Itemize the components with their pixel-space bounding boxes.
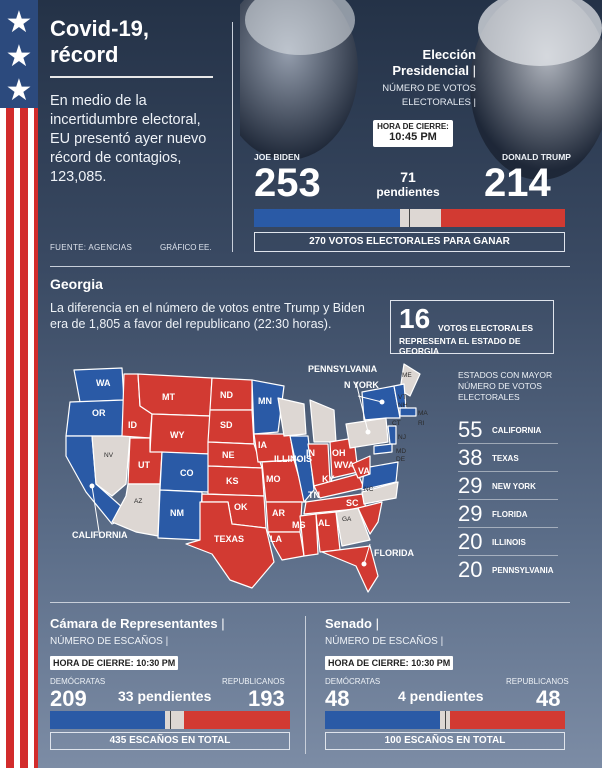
state-label: OK bbox=[234, 502, 248, 512]
star-icon: ★ bbox=[5, 39, 33, 74]
bar-democrats bbox=[254, 209, 400, 227]
state-fl bbox=[322, 546, 378, 592]
house-pending: 33 pendientes bbox=[118, 688, 212, 704]
state-label: WVA bbox=[334, 460, 355, 470]
state-label: ME bbox=[402, 372, 412, 379]
state-label: CT bbox=[392, 420, 401, 427]
list-item: 20 PENNSYLVANIA bbox=[458, 557, 554, 582]
us-map-svg bbox=[52, 356, 452, 596]
divider bbox=[50, 602, 570, 603]
senate-subtitle: NÚMERO DE ESCAÑOS | bbox=[325, 636, 444, 647]
house-subtitle: NÚMERO DE ESCAÑOS | bbox=[50, 636, 169, 647]
closing-time-value: 10:45 PM bbox=[389, 131, 437, 143]
star-icon: ★ bbox=[5, 73, 33, 108]
state-label: OR bbox=[92, 408, 106, 418]
state-label: NH bbox=[398, 402, 408, 409]
callout-california: CALIFORNIA bbox=[72, 530, 128, 540]
house-title: Cámara de Representantes | bbox=[50, 616, 225, 631]
state-label: AZ bbox=[134, 498, 143, 505]
callout-florida: FLORIDA bbox=[374, 548, 414, 558]
bar-democrats bbox=[50, 711, 165, 729]
state-label: MA bbox=[418, 410, 428, 417]
headline-line-2: récord bbox=[50, 42, 119, 67]
headline-line-1: Covid-19, bbox=[50, 16, 150, 41]
bar-republicans bbox=[450, 711, 565, 729]
state-label: MS bbox=[292, 520, 306, 530]
closing-time-box bbox=[373, 120, 453, 147]
georgia-text: La diferencia en el número de votos entre Trump y Biden era de 1,805 a favor del republicano (22:30 horas). bbox=[50, 301, 365, 331]
election-subtitle bbox=[356, 82, 476, 110]
senate-total: 100 ESCAÑOS EN TOTAL bbox=[325, 732, 565, 750]
house-seats-bar bbox=[50, 711, 290, 729]
state-label: GA bbox=[342, 516, 352, 523]
electoral-votes-bar bbox=[254, 209, 565, 227]
state-label: OH bbox=[332, 448, 346, 458]
house-rep-label: REPUBLICANOS bbox=[222, 677, 285, 686]
state-nj bbox=[388, 426, 396, 444]
election-sub-line-2: ELECTORALES | bbox=[401, 97, 476, 108]
star-icon: ★ bbox=[5, 5, 33, 40]
bar-democrats bbox=[325, 711, 440, 729]
credit-note: GRÁFICO EE. bbox=[160, 243, 212, 252]
callout-texas: TEXAS bbox=[214, 534, 245, 544]
lead-text: En medio de la incertidumbre electoral, EU presentó ayer nuevo récord de contagios, 123,085. bbox=[50, 93, 207, 185]
state-label: NM bbox=[170, 508, 184, 518]
headline bbox=[50, 16, 220, 68]
house-rep-seats: 193 bbox=[248, 686, 285, 711]
georgia-votes: 16 bbox=[399, 303, 431, 334]
state-label: NJ bbox=[398, 434, 406, 441]
flag-sidebar bbox=[0, 0, 38, 768]
senate-seats-bar bbox=[325, 711, 565, 729]
bar-pending bbox=[440, 711, 450, 729]
votes-to-win: 270 VOTOS ELECTORALES PARA GANAR bbox=[254, 232, 565, 252]
state-label: MO bbox=[266, 474, 281, 484]
georgia-votes-box bbox=[390, 300, 554, 354]
state-ne bbox=[208, 442, 262, 468]
state-label: WA bbox=[96, 378, 111, 388]
callout-new-york: N YORK bbox=[344, 380, 379, 390]
us-electoral-map bbox=[52, 356, 452, 596]
callout-dot bbox=[90, 484, 95, 489]
state-label: WY bbox=[170, 430, 185, 440]
bar-pending bbox=[400, 209, 441, 227]
state-label: SC bbox=[346, 498, 359, 508]
state-label: NC bbox=[364, 486, 374, 493]
house-closing-time: HORA DE CIERRE: 10:30 PM bbox=[50, 656, 178, 670]
state-or bbox=[66, 400, 124, 436]
state-label: VA bbox=[358, 466, 370, 476]
state-label: IA bbox=[258, 440, 267, 450]
majority-tick bbox=[170, 711, 171, 729]
callout-pennsylvania: PENNSYLVANIA bbox=[308, 364, 378, 374]
election-title-line-1: Elección bbox=[422, 47, 476, 62]
state-md bbox=[374, 444, 392, 454]
biden-name: JOE BIDEN bbox=[254, 152, 300, 162]
list-item: 29 NEW YORK bbox=[458, 472, 558, 500]
georgia-title: Georgia bbox=[50, 276, 103, 292]
trump-votes: 214 bbox=[484, 161, 551, 205]
divider bbox=[50, 266, 570, 267]
divider bbox=[305, 616, 306, 754]
georgia-votes-caption: REPRESENTA EL ESTADO DE GEORGIA bbox=[399, 336, 521, 356]
biden-face bbox=[240, 0, 358, 160]
state-label: NV bbox=[104, 452, 114, 459]
majority-tick bbox=[445, 711, 446, 729]
state-label: TN bbox=[308, 490, 320, 500]
state-label: NE bbox=[222, 450, 235, 460]
callout-dot bbox=[362, 562, 367, 567]
pending-votes-number: 71 bbox=[400, 169, 416, 185]
callout-dot bbox=[366, 430, 371, 435]
state-label: MT bbox=[162, 392, 175, 402]
closing-time-label: HORA DE CIERRE: bbox=[377, 122, 449, 131]
flag-canton bbox=[0, 0, 38, 108]
state-label: KY bbox=[322, 474, 335, 484]
bar-republicans bbox=[184, 711, 290, 729]
election-sub-line-1: NÚMERO DE VOTOS bbox=[382, 83, 476, 94]
election-title-line-2: Presidencial | bbox=[392, 63, 476, 78]
divider bbox=[232, 22, 233, 252]
house-dem-seats: 209 bbox=[50, 686, 87, 711]
bar-republicans bbox=[441, 209, 565, 227]
trump-name: DONALD TRUMP bbox=[502, 152, 571, 162]
bar-pending bbox=[165, 711, 183, 729]
majority-tick bbox=[409, 209, 410, 227]
state-label: SD bbox=[220, 420, 233, 430]
state-label: DE bbox=[396, 456, 406, 463]
state-label: CO bbox=[180, 468, 194, 478]
big-states-heading: ESTADOS CON MAYOR NÚMERO DE VOTOS ELECTORALES bbox=[458, 370, 553, 402]
list-item: 29 FLORIDA bbox=[458, 500, 558, 528]
callout-illinois: ILLINOIS bbox=[274, 454, 312, 464]
state-wi bbox=[278, 398, 306, 436]
house-total: 435 ESCAÑOS EN TOTAL bbox=[50, 732, 290, 750]
pending-votes-label: pendientes bbox=[376, 185, 440, 199]
state-az bbox=[112, 484, 160, 536]
senate-rep-seats: 48 bbox=[536, 686, 561, 711]
state-label: ND bbox=[220, 390, 233, 400]
list-item: 20 ILLINOIS bbox=[458, 528, 558, 556]
election-title bbox=[356, 47, 476, 79]
georgia-votes-label: VOTOS ELECTORALES bbox=[438, 323, 534, 333]
house-dem-label: DEMÓCRATAS bbox=[50, 677, 106, 686]
senate-pending: 4 pendientes bbox=[398, 688, 484, 704]
senate-dem-seats: 48 bbox=[325, 686, 350, 711]
state-label: IN bbox=[306, 448, 315, 458]
state-label: VT bbox=[398, 394, 407, 401]
list-item: 38 TEXAS bbox=[458, 444, 558, 472]
senate-rep-label: REPUBLICANOS bbox=[506, 677, 569, 686]
state-label: UT bbox=[138, 460, 150, 470]
state-mi bbox=[310, 400, 336, 442]
senate-closing-time: HORA DE CIERRE: 10:30 PM bbox=[325, 656, 453, 670]
state-label: ID bbox=[128, 420, 137, 430]
source-note: FUENTE: AGENCIAS bbox=[50, 243, 133, 252]
senate-title: Senado | bbox=[325, 616, 379, 631]
state-ma bbox=[400, 408, 416, 416]
list-item: 55 CALIFORNIA bbox=[458, 416, 558, 444]
state-label: LA bbox=[270, 534, 282, 544]
state-mt bbox=[138, 374, 212, 416]
state-label: AL bbox=[318, 518, 330, 528]
callout-dot bbox=[380, 400, 385, 405]
biden-votes: 253 bbox=[254, 161, 321, 205]
state-label: MD bbox=[396, 448, 407, 455]
state-label: RI bbox=[418, 420, 425, 427]
state-label: AR bbox=[272, 508, 285, 518]
flag-stripes bbox=[0, 108, 38, 768]
headline-rule bbox=[50, 76, 213, 78]
state-label: KS bbox=[226, 476, 239, 486]
state-label: MN bbox=[258, 396, 272, 406]
senate-dem-label: DEMÓCRATAS bbox=[325, 677, 381, 686]
